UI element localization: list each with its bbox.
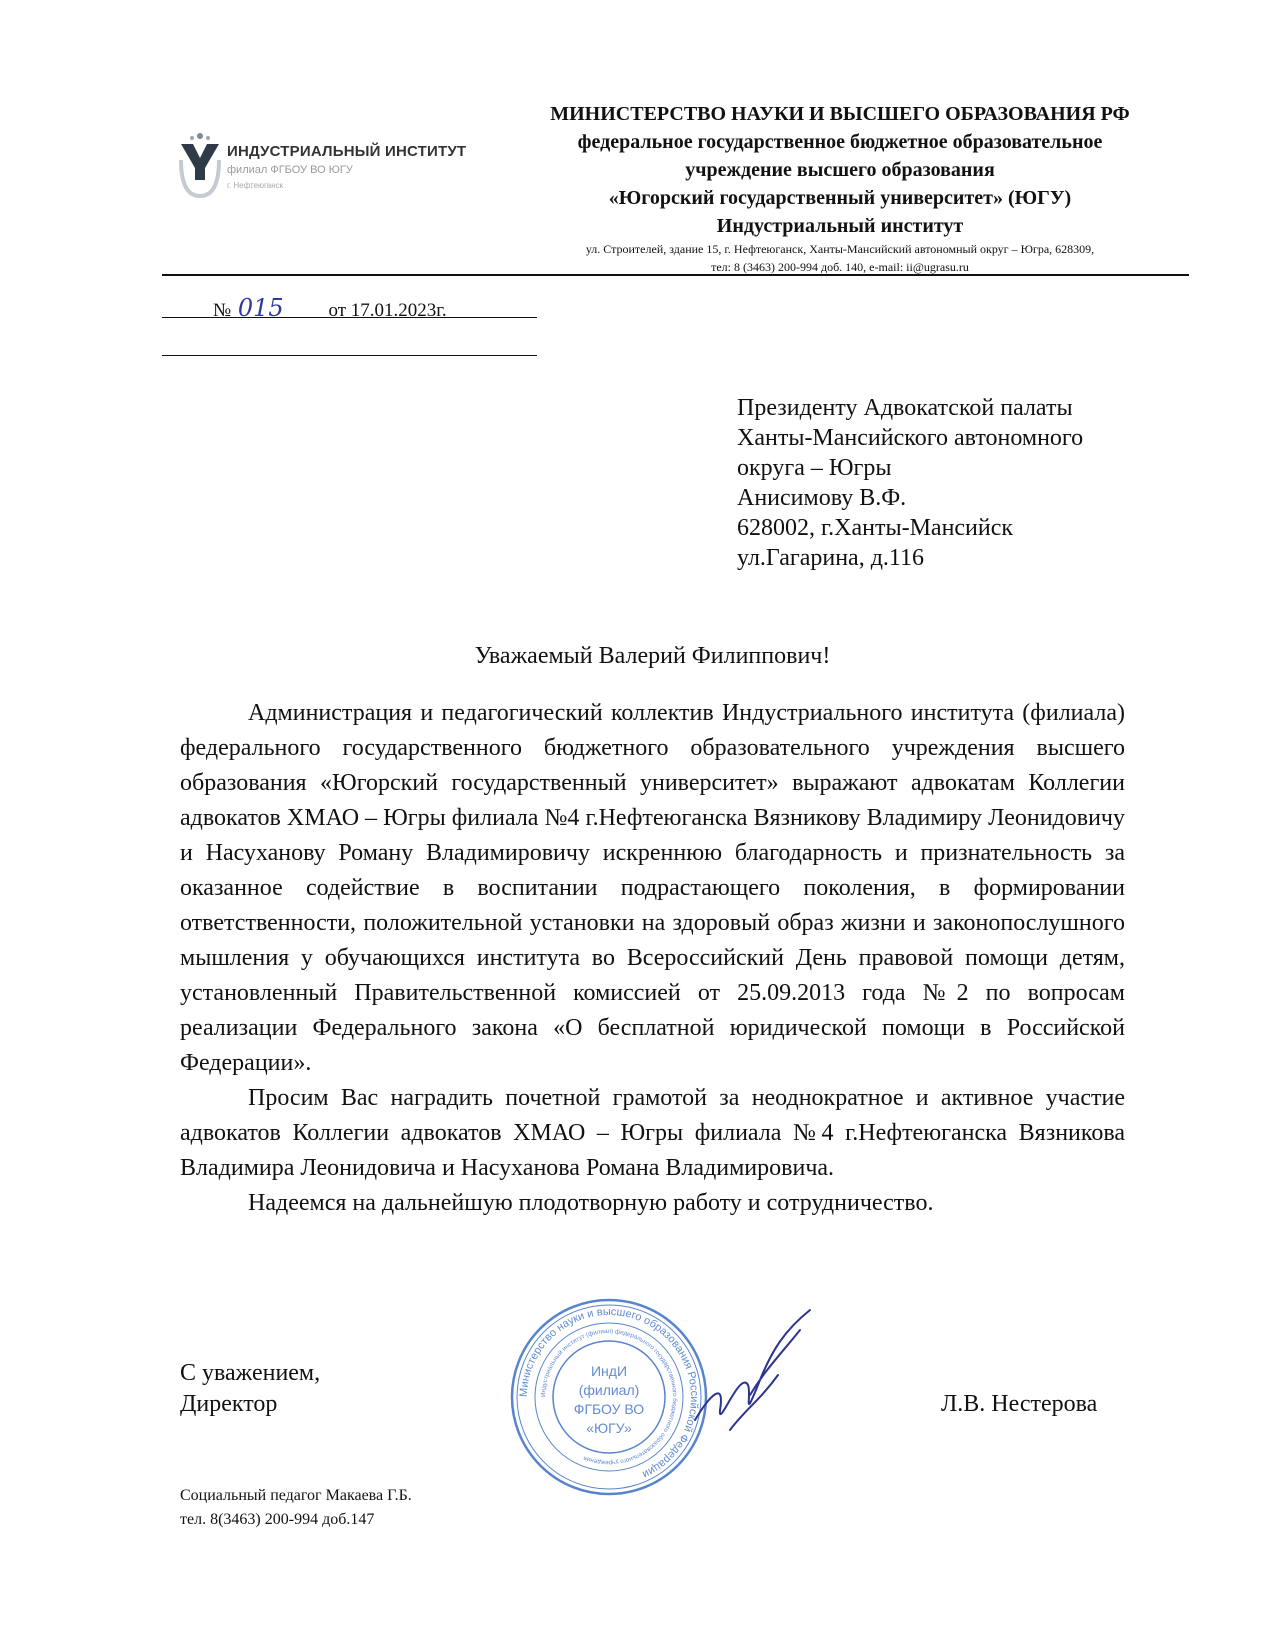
stamp-center-line-2: (филиал) [578,1382,640,1398]
org-line-1: федеральное государственное бюджетное образовательное [577,131,1103,153]
closing-regards: С уважением, [180,1360,321,1386]
stamp-center-line-3: ФГБОУ ВО [573,1401,645,1417]
addressee-block [737,393,1083,573]
registration-underline [162,317,537,318]
addressee-line: 628002, г.Ханты-Мансийск [737,515,1014,541]
institute-contacts: тел: 8 (3463) 200-994 доб. 140, e-mail: ii@ugrasu.ru [711,260,969,274]
addressee-line: Анисимову В.Ф. [737,485,907,511]
addressee-line: Президенту Адвокатской палаты [737,395,1073,421]
letterhead-divider [162,274,1189,276]
institute-name: Индустриальный институт [716,215,964,237]
org-line-2: учреждение высшего образования [685,159,995,181]
ministry-name: МИНИСТЕРСТВО НАУКИ И ВЫСШЕГО ОБРАЗОВАНИЯ РФ [550,103,1130,125]
stamp-inner-ring-text: Индустриальный институт (филиал) федерального государственного бюджетного образовательного учреждения [539,1327,679,1467]
letter-body [180,696,1125,1221]
university-name: «Югорский государственный университет» (ЮГУ) [608,187,1072,209]
number-handwritten: 015 [237,294,284,322]
institute-logo [177,130,477,210]
body-paragraph: Администрация и педагогический коллектив Индустриального института (филиала) федерального государственного бюджетного образовательного учреждения высшего образования «Югорский государственный университет» выражают адвокатам Коллегии адвокатов ХМАО – Югры филиала №4 г.Нефтеюганска Вязникову Владимиру Леонидовичу и Насуханову Роману Владимировичу искреннюю благодарность и признательность за оказанное содействие в воспитании подрастающего поколения, в формировании ответственности, положительной установки на здоровый образ жизни и законопослушного мышления у обучающихся института во Всероссийский День правовой помощи детям, установленный Правительственной комиссией от 25.09.2013 года №2 по вопросам реализации Федерального закона «О бесплатной юридической помощи в Российской Федерации». [180,700,1125,1076]
stamp-center-line-4: «ЮГУ» [586,1420,632,1436]
body-paragraph: Просим Вас наградить почетной грамотой за неоднократное и активное участие адвокатов Коллегии адвокатов ХМАО – Югры филиала №4 г.Нефтеюганска Вязникова Владимира Леонидовича и Насуханова Романа Владимировича. [180,1085,1125,1181]
institute-emblem-icon [177,130,223,200]
contact-phone: тел. 8(3463) 200-994 доб.147 [180,1511,375,1528]
letterhead [480,100,1200,276]
addressee-line: ул.Гагарина, д.116 [737,545,925,571]
stamp-center-line-1: ИндИ [590,1363,628,1379]
logo-subtitle: филиал ФГБОУ ВО ЮГУ [227,164,353,176]
logo-city: г. Нефтеюганск [227,181,284,190]
signer-position: Директор [180,1391,278,1417]
addressee-line: Ханты-Мансийского автономного [737,425,1084,451]
letter-date: от 17.01.2023г. [328,300,447,321]
reference-underline [162,355,537,356]
signer-name: Л.В. Нестерова [941,1391,1098,1417]
logo-title: ИНДУСТРИАЛЬНЫЙ ИНСТИТУТ [227,143,467,160]
official-stamp [509,1297,709,1497]
body-paragraph: Надеемся на дальнейшую плодотворную работу и сотрудничество. [248,1190,934,1216]
stamp-outer-ring-text: Министерство науки и высшего образования Российской Федерации [517,1305,701,1481]
institute-address: ул. Строителей, здание 15, г. Нефтеюганск, Ханты-Мансийский автономный округ – Югра, 628309, [585,242,1095,256]
number-label: № [213,300,232,321]
addressee-line: округа – Югры [737,455,892,481]
contact-person: Социальный педагог Макаева Г.Б. [180,1487,412,1504]
handwritten-signature [690,1300,820,1450]
greeting: Уважаемый Валерий Филиппович! [474,643,831,669]
